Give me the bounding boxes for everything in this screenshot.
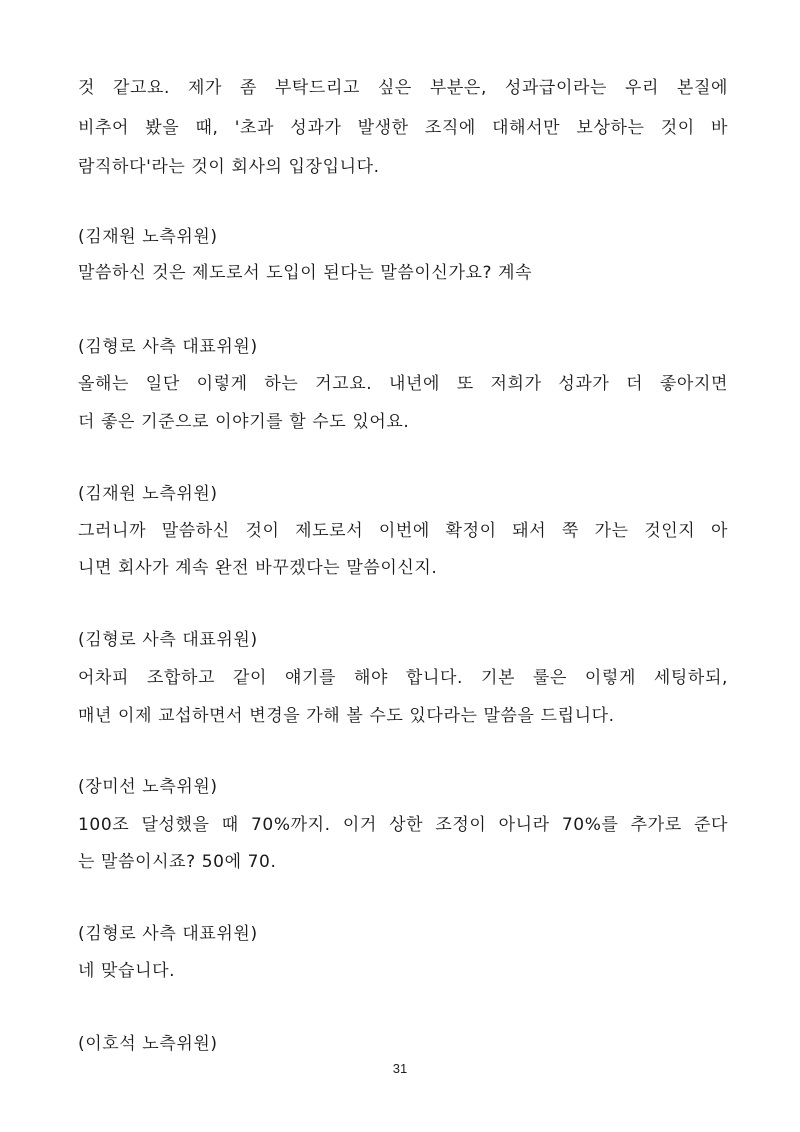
body-text-line: 니면 회사가 계속 완전 바꾸겠다는 말씀이신지. (78, 558, 438, 578)
body-text-line: 는 말씀이시죠? 50에 70. (78, 852, 277, 872)
speaker-label: (장미선 노측위원) (78, 777, 218, 797)
body-text-line: 그러니까 말씀하신 것이 제도로서 이번에 확정이 돼서 쭉 가는 것인지 아 (78, 521, 728, 541)
body-text-line: 올해는 일단 이렇게 하는 거고요. 내년에 또 저희가 성과가 더 좋아지면 (78, 374, 728, 394)
speaker-label: (김재원 노측위원) (78, 227, 218, 247)
speaker-label: (김재원 노측위원) (78, 484, 218, 504)
body-text-line: 람직하다'라는 것이 회사의 입장입니다. (78, 157, 380, 177)
page-number: 31 (392, 1061, 408, 1076)
speaker-label: (이호석 노측위원) (78, 1034, 218, 1054)
body-text-line: 100조 달성했을 때 70%까지. 이거 상한 조정이 아니라 70%를 추가로 준다 (78, 815, 728, 835)
speaker-label: (김형로 사측 대표위원) (78, 337, 258, 357)
body-text-line: 말씀하신 것은 제도로서 도입이 된다는 말씀이신가요? 계속 (78, 263, 533, 283)
body-text-line: 더 좋은 기준으로 이야기를 할 수도 있어요. (78, 412, 410, 432)
body-text-line: 것 같고요. 제가 좀 부탁드리고 싶은 부분은, 성과급이라는 우리 본질에 (78, 78, 728, 98)
body-text-line: 네 맞습니다. (78, 961, 176, 981)
speaker-label: (김형로 사측 대표위원) (78, 630, 258, 650)
speaker-label: (김형로 사측 대표위원) (78, 924, 258, 944)
body-text-line: 매년 이제 교섭하면서 변경을 가해 볼 수도 있다라는 말씀을 드립니다. (78, 706, 615, 726)
body-text-line: 비추어 봤을 때, '초과 성과가 발생한 조직에 대해서만 보상하는 것이 바 (78, 118, 728, 138)
body-text-line: 어차피 조합하고 같이 얘기를 해야 합니다. 기본 룰은 이렇게 세팅하되, (78, 668, 728, 688)
